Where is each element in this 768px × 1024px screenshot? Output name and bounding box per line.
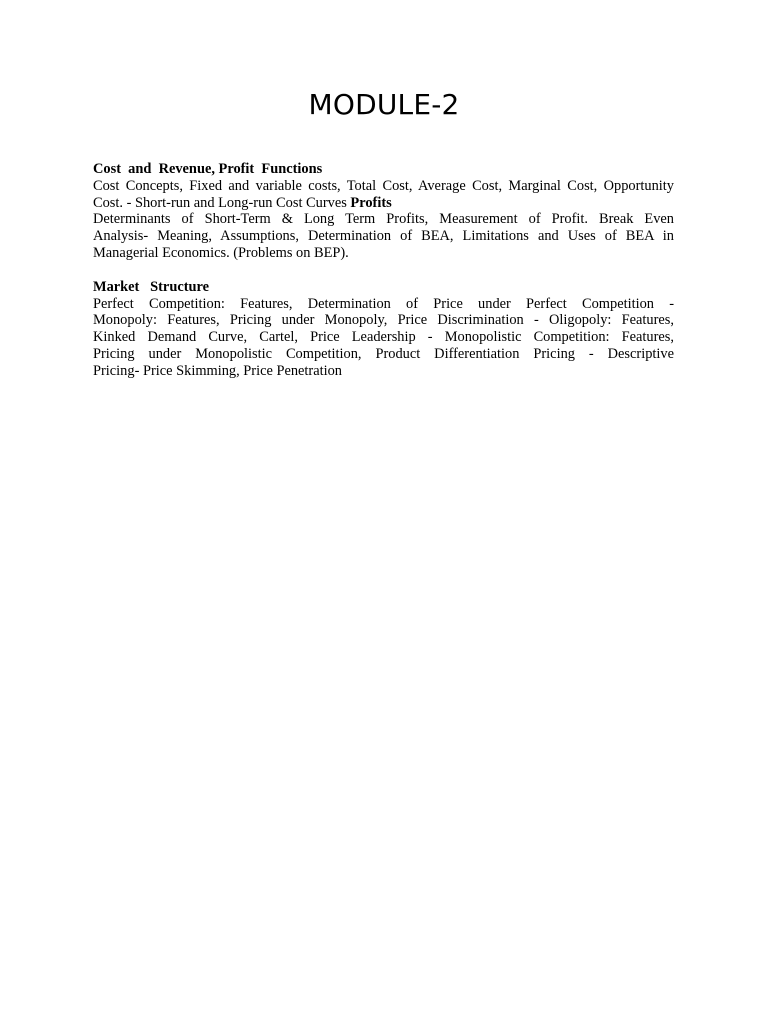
cost-text-line-2	[93, 195, 674, 212]
market-text-line-1: Perfect Competition: Features, Determination of Price under Perfect Competition -	[93, 295, 674, 312]
market-text-line-4: Pricing under Monopolistic Competition, Product Differentiation Pricing - Descriptive	[93, 345, 674, 362]
cost-text-line-1: Cost Concepts, Fixed and variable costs, Total Cost, Average Cost, Marginal Cost, Opportunity	[93, 177, 674, 194]
cost-text-line-2-body: Cost. - Short-run and Long-run Cost Curves	[93, 194, 351, 211]
profits-subheading: Profits	[350, 194, 392, 211]
profits-text-line-3: Managerial Economics. (Problems on BEP).	[93, 244, 349, 261]
profits-text-line-1: Determinants of Short-Term & Long Term Profits, Measurement of Profit. Break Even	[93, 211, 674, 228]
market-text-line-2: Monopoly: Features, Pricing under Monopoly, Price Discrimination - Oligopoly: Features,	[93, 312, 674, 329]
section-heading-cost-revenue: Cost and Revenue, Profit Functions	[93, 161, 323, 177]
profits-text-line-2: Analysis- Meaning, Assumptions, Determination of BEA, Limitations and Uses of BEA in	[93, 228, 674, 245]
section-spacer	[93, 262, 674, 279]
module-content	[93, 161, 674, 380]
market-text-line-5: Pricing- Price Skimming, Price Penetration	[93, 362, 342, 379]
market-text-line-3: Kinked Demand Curve, Cartel, Price Leadership - Monopolistic Competition: Features,	[93, 329, 674, 346]
section-heading-market-structure: Market Structure	[93, 278, 210, 295]
module-title: MODULE-2	[308, 88, 460, 121]
